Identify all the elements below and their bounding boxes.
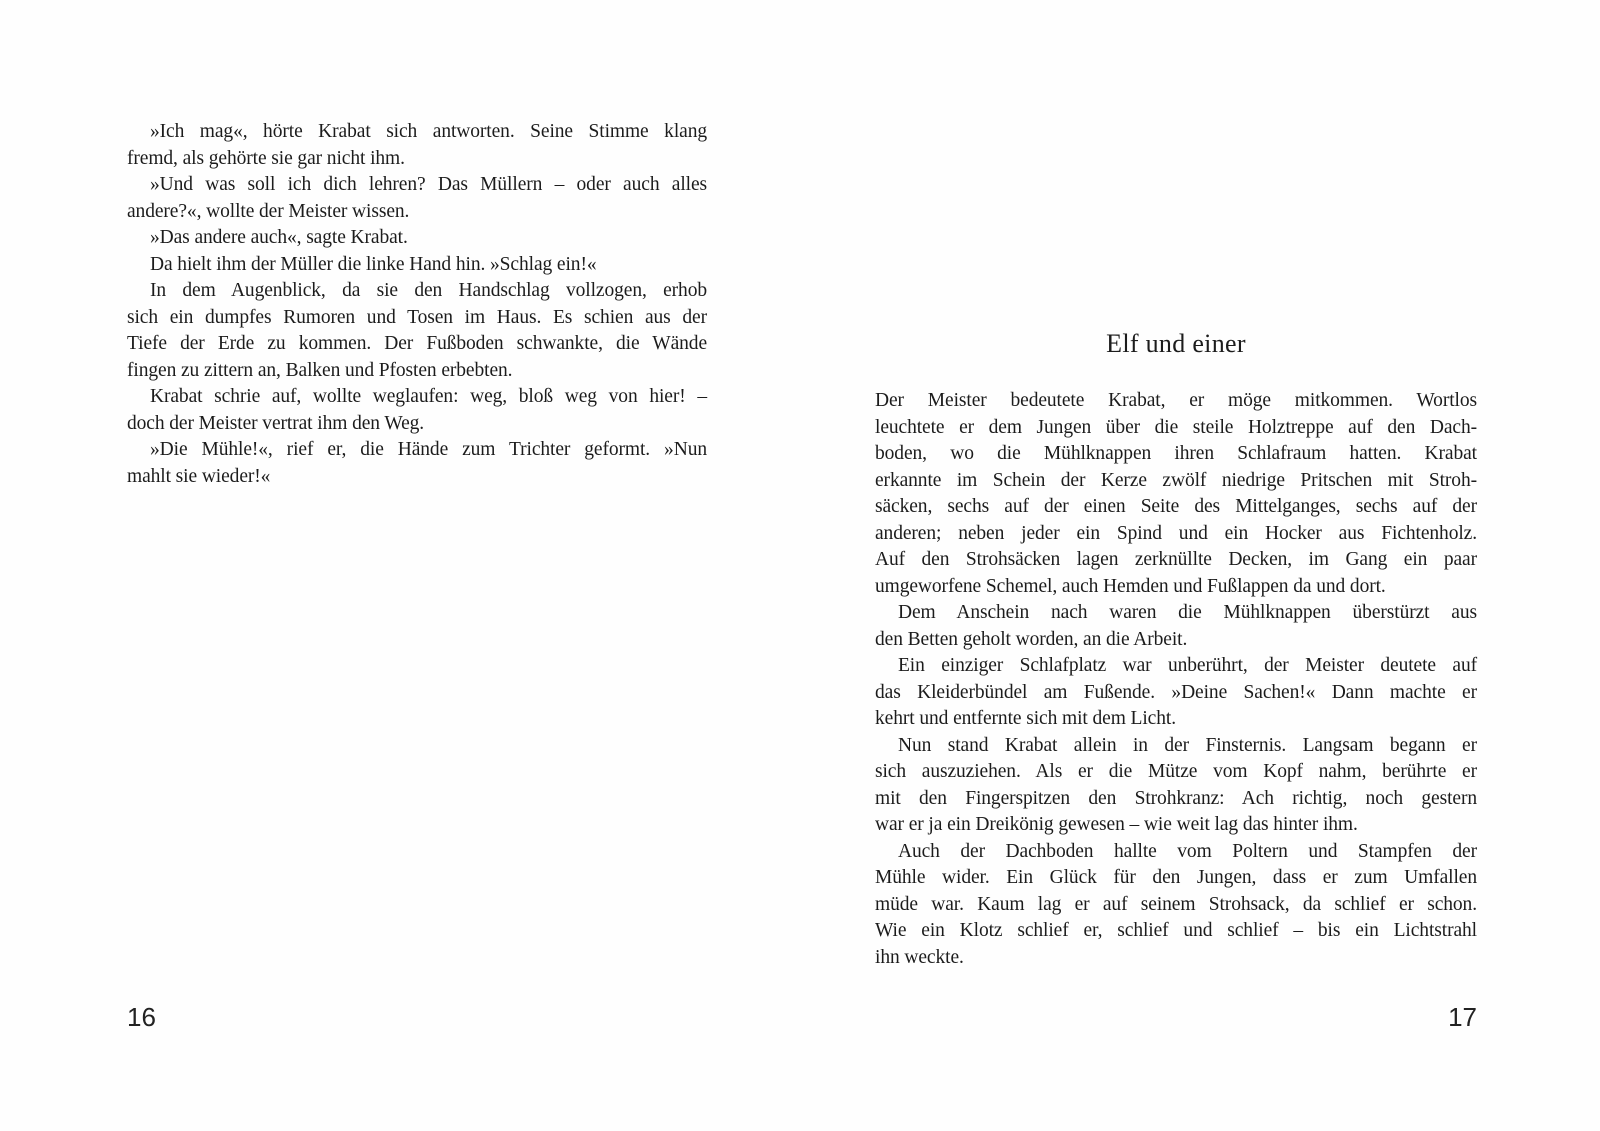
page-number-left: 16 — [127, 1002, 156, 1032]
text-line: Wie ein Klotz schlief er, schlief und schlief – bis ein Lichtstrahl — [875, 920, 1477, 941]
text-line: kehrt und entfernte sich mit dem Licht. — [875, 708, 1176, 729]
text-line: mahlt sie wieder!« — [127, 465, 271, 487]
text-line: Krabat schrie auf, wollte weglaufen: weg, bloß weg von hier! – — [150, 386, 707, 407]
text-line: fremd, als gehörte sie gar nicht ihm. — [127, 147, 405, 169]
text-line: umgeworfene Schemel, auch Hemden und Fußlappen da und dort. — [875, 575, 1386, 597]
text-line: »Und was soll ich dich lehren? Das Müllern – oder auch alles — [150, 174, 707, 195]
chapter-heading: Elf und einer — [1106, 329, 1246, 358]
text-line: Mühle wider. Ein Glück für den Jungen, dass er zum Umfallen — [875, 867, 1477, 888]
text-line: Dem Anschein nach waren die Mühlknappen überstürzt aus — [898, 602, 1477, 623]
text-line: Ein einziger Schlafplatz war unberührt, der Meister deutete auf — [898, 655, 1477, 676]
text-line: leuchtete er dem Jungen über die steile Holztreppe auf den Dach- — [875, 416, 1477, 438]
text-line: Der Meister bedeutete Krabat, er möge mitkommen. Wortlos — [875, 390, 1477, 411]
text-line: »Ich mag«, hörte Krabat sich antworten. Seine Stimme klang — [150, 121, 707, 142]
text-line: erkannte im Schein der Kerze zwölf niedrige Pritschen mit Stroh- — [875, 469, 1477, 491]
page-number-right: 17 — [1448, 1002, 1477, 1032]
text-line: Da hielt ihm der Müller die linke Hand hin. »Schlag ein!« — [150, 253, 597, 275]
text-line: boden, wo die Mühlknappen ihren Schlafraum hatten. Krabat — [875, 443, 1477, 464]
left-page-text — [127, 119, 707, 490]
text-line: war er ja ein Dreikönig gewesen – wie weit lag das hinter ihm. — [875, 814, 1358, 835]
text-line: In dem Augenblick, da sie den Handschlag vollzogen, erhob — [150, 280, 707, 301]
text-line: Nun stand Krabat allein in der Finsternis. Langsam begann er — [898, 734, 1477, 756]
text-line: Auch der Dachboden hallte vom Poltern und Stampfen der — [898, 840, 1477, 862]
text-line: andere?«, wollte der Meister wissen. — [127, 200, 410, 222]
text-line: den Betten geholt worden, an die Arbeit. — [875, 628, 1188, 650]
text-line: »Das andere auch«, sagte Krabat. — [150, 227, 408, 248]
text-line: sich ein dumpfes Rumoren und Tosen im Haus. Es schien aus der — [127, 306, 707, 328]
text-line: ihn weckte. — [875, 946, 964, 968]
text-line: anderen; neben jeder ein Spind und ein Hocker aus Fichtenholz. — [875, 522, 1477, 544]
text-line: müde war. Kaum lag er auf seinem Strohsack, da schlief er schon. — [875, 893, 1477, 915]
text-line: Auf den Strohsäcken lagen zerknüllte Decken, im Gang ein paar — [875, 549, 1477, 570]
text-line: mit den Fingerspitzen den Strohkranz: Ach richtig, noch gestern — [875, 787, 1477, 809]
text-line: doch der Meister vertrat ihm den Weg. — [127, 412, 425, 434]
right-page-text — [875, 388, 1477, 971]
text-line: sich auszuziehen. Als er die Mütze vom Kopf nahm, berührte er — [875, 761, 1477, 782]
text-line: »Die Mühle!«, rief er, die Hände zum Trichter geformt. »Nun — [150, 439, 707, 460]
text-line: das Kleiderbündel am Fußende. »Deine Sachen!« Dann machte er — [875, 681, 1477, 703]
text-line: Tiefe der Erde zu kommen. Der Fußboden schwankte, die Wände — [127, 333, 707, 354]
text-line: fingen zu zittern an, Balken und Pfosten erbebten. — [127, 359, 513, 381]
text-line: säcken, sechs auf der einen Seite des Mittelganges, sechs auf der — [875, 496, 1477, 517]
